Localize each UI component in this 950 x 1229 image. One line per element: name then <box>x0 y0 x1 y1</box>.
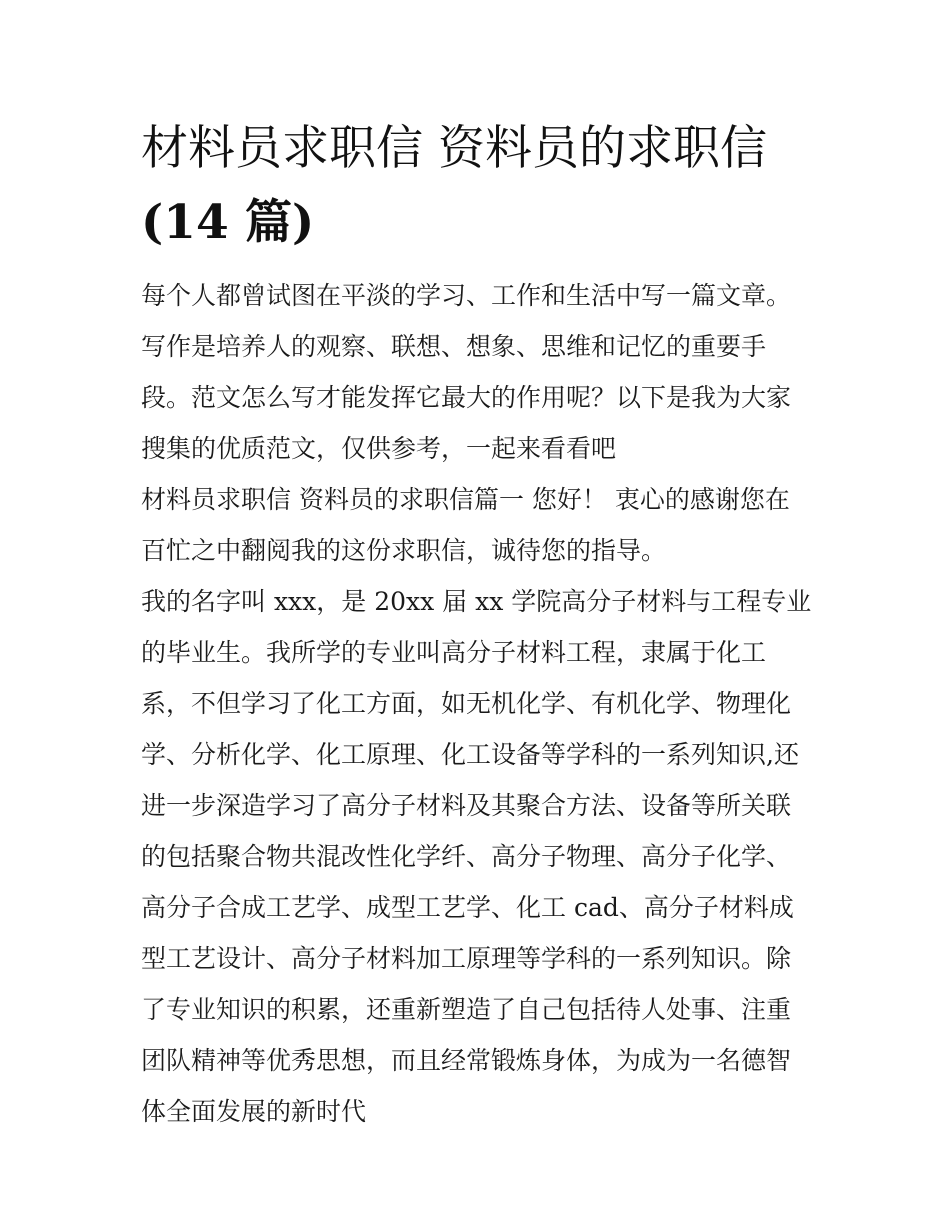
title-line-2: (14 篇) <box>141 195 315 250</box>
background-paragraph: 我的名字叫 xxx，是 20xx 届 xx 学院高分子材料与工程专业的毕业生。我所学的专业叫高分子材料工程，隶属于化工系，不但学习了化工方面，如无机化学、有机化学、物理化学、分析化学、化工原理、化工设备等学科的一系列知识,还进一步深造学习了高分子材料及其聚合方法、设备等所关联的包括聚合物共混改性化学纤、高分子物理、高分子化学、高分子合成工艺学、成型工艺学、化工 cad、高分子材料成型工艺设计、高分子材料加工原理等学科的一系列知识。除了专业知识的积累，还重新塑造了自己包括待人处事、注重团队精神等优秀思想，而且经常锻炼身体，为成为一名德智体全面发展的新时代 <box>141 587 812 1126</box>
document-title <box>141 112 813 260</box>
title-line-1: 材料员求职信 资料员的求职信 <box>141 121 767 176</box>
document-body <box>141 270 813 1137</box>
document-content <box>141 112 813 1137</box>
intro-paragraph: 每个人都曾试图在平淡的学习、工作和生活中写一篇文章。写作是培养人的观察、联想、想象、思维和记忆的重要手段。范文怎么写才能发挥它最大的作用呢？以下是我为大家搜集的优质范文，仅供参考，一起来看看吧 <box>141 281 792 463</box>
greeting-paragraph: 材料员求职信 资料员的求职信篇一 您好！ 衷心的感谢您在百忙之中翻阅我的这份求职信，诚待您的指导。 <box>141 485 790 565</box>
